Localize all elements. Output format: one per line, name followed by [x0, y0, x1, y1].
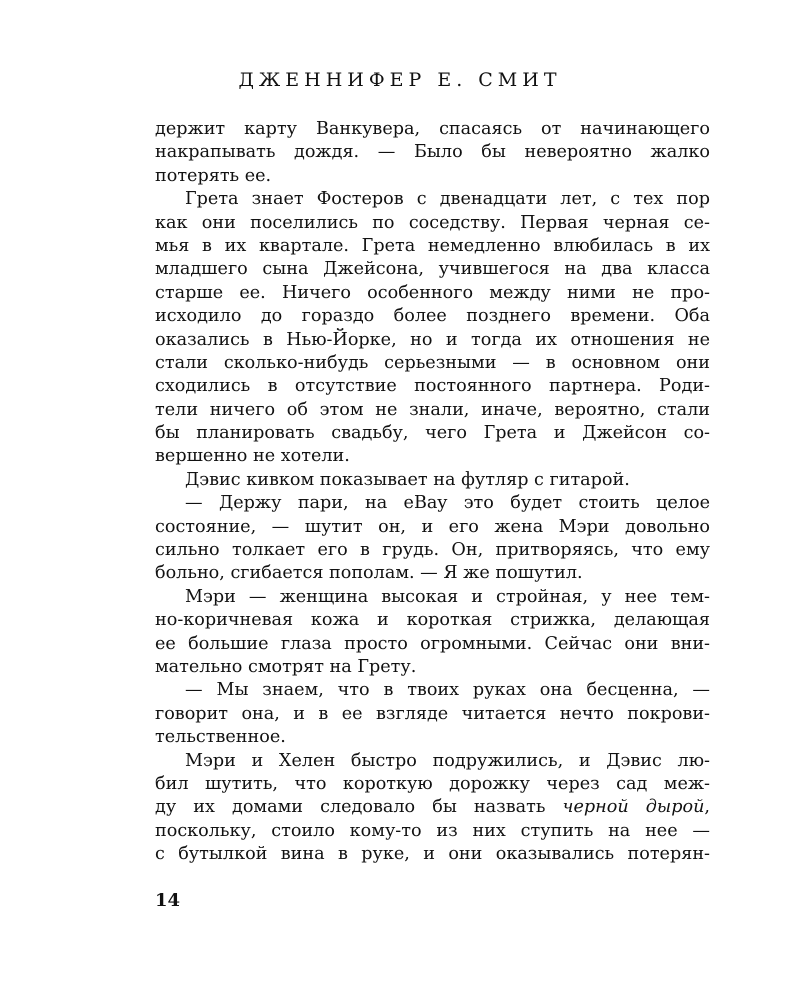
text-line: как они поселились по соседству. Первая черная се- [155, 212, 710, 233]
text-line: потерять ее. [155, 165, 272, 186]
text-line: говорит она, и в ее взгляде читается нечто покрови- [155, 703, 710, 724]
text-line: вершенно не хотели. [155, 446, 350, 467]
text-line: состояние, — шутит он, и его жена Мэри довольно [155, 516, 710, 537]
text-line: — Держу пари, на eBay это будет стоить целое [185, 493, 710, 514]
emphasis-text: черной дырой [562, 797, 705, 818]
text-line: Мэри и Хелен быстро подружились, и Дэвис лю- [185, 750, 710, 771]
text-line: сходились в отсутствие постоянного партнера. Роди- [155, 376, 710, 397]
page-body [155, 118, 710, 867]
text-line: с бутылкой вина в руке, и они оказывались потерян- [155, 844, 710, 865]
text-line: бил шутить, что короткую дорожку через сад меж- [155, 773, 710, 794]
text-line: поскольку, стоило кому-то из них ступить на нее — [155, 820, 710, 841]
text-line: больно, сгибается пополам. — Я же пошутил. [155, 563, 583, 584]
text-line: мательно смотрят на Грету. [155, 656, 417, 677]
text-line: ее большие глаза просто огромными. Сейчас они вни- [155, 633, 710, 654]
text-line: тельственное. [155, 727, 286, 748]
text-line: — Мы знаем, что в твоих руках она бесценна, — [185, 680, 710, 701]
text-line: сильно толкает его в грудь. Он, притворяясь, что ему [155, 540, 710, 561]
text-line: оказались в Нью-Йорке, но и тогда их отношения не [155, 329, 710, 350]
text-line: исходило до гораздо более позднего времени. Оба [155, 306, 710, 327]
page-number: 14 [155, 890, 181, 911]
text-line: держит карту Ванкувера, спасаясь от начинающего [155, 119, 710, 139]
text-line: Грета знает Фостеров с двенадцати лет, с тех пор [185, 189, 710, 210]
text-line: младшего сына Джейсона, учившегося на два класса [155, 259, 710, 280]
text-line: тели ничего об этом не знали, иначе, вероятно, стали [155, 399, 710, 420]
text-line: но-коричневая кожа и короткая стрижка, делающая [155, 610, 710, 631]
text-line: бы планировать свадьбу, чего Грета и Джейсон со- [155, 423, 710, 444]
text-line: накрапывать дождя. — Было бы невероятно жалко [155, 142, 710, 163]
text-line: Дэвис кивком показывает на футляр с гитарой. [185, 469, 630, 490]
text-line: старше ее. Ничего особенного между ними не про- [155, 282, 710, 303]
text-line: стали сколько-нибудь серьезными — в основном они [155, 352, 710, 373]
running-head: ДЖЕННИФЕР Е. СМИТ [238, 69, 562, 91]
text-line: Мэри — женщина высокая и стройная, у нее тем- [185, 586, 710, 607]
text-line: ду их домами следовало бы назвать черной дырой, [155, 797, 710, 818]
text-line: мья в их квартале. Грета немедленно влюбилась в их [155, 235, 710, 256]
